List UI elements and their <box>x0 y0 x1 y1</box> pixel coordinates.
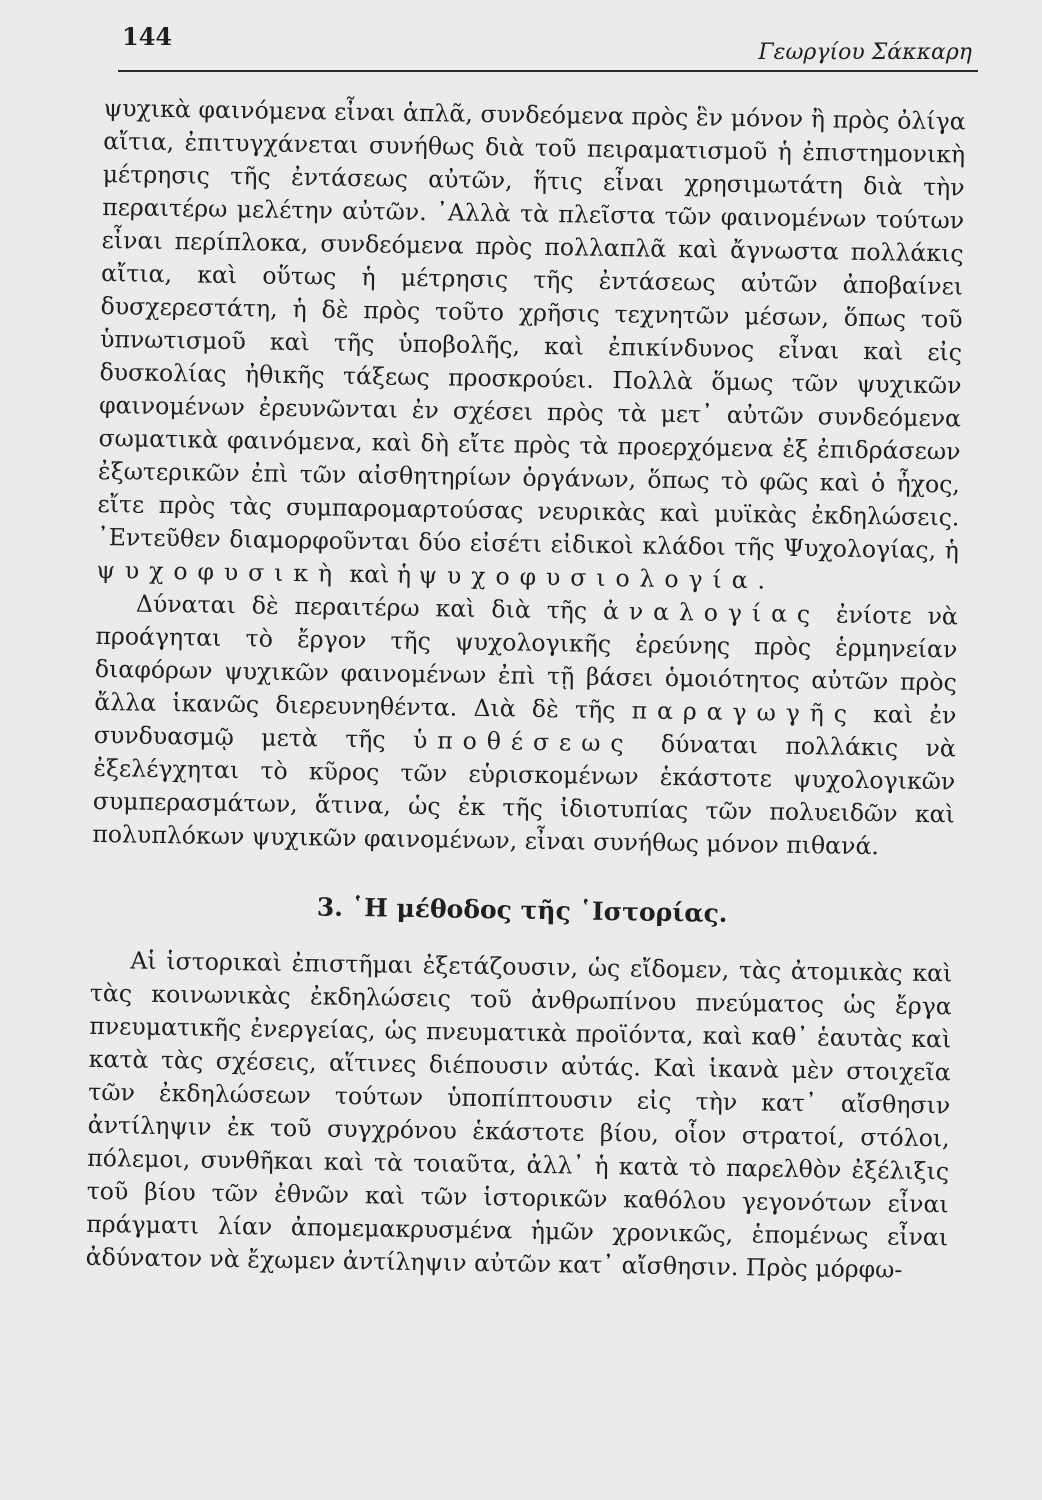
paragraph-1-text: ψυχικὰ φαινόμενα εἶναι ἁπλᾶ, συνδεόμενα πρὸς ἓν μόνον ἢ πρὸς ὀλίγα αἴτια, ἐπιτυγχάνεται συνήθως διὰ τοῦ πειραματισμοῦ ἡ ἐπιστημονικὴ μέτρησις τῆς ἐντάσεως αὐτῶν, ἥτις εἶναι χρησιμωτάτη διὰ τὴν περαιτέρω μελέτην αὐτῶν. ᾿Αλλὰ τὰ πλεῖστα τῶν φαινομένων τούτων εἶναι περίπλοκα, συνδεόμενα πρὸς πολλαπλᾶ καὶ ἄγνωστα πολλάκις αἴτια, καὶ οὕτως ἡ μέτρησις τῆς ἐντάσεως αὐτῶν ἀποβαίνει δυσχερεστάτη, ἡ δὲ πρὸς τοῦτο χρῆσις τεχνητῶν μέσων, ὅπως τοῦ ὑπνωτισμοῦ καὶ τῆς ὑποβολῆς, καὶ ἐπικίνδυνος εἶναι καὶ εἰς δυσκολίας ἠθικῆς τάξεως προσκρούει. Πολλὰ ὅμως τῶν ψυχικῶν φαινομένων ἐρευνῶνται ἐν σχέσει πρὸς τὰ μετ᾿ αὐτῶν συνδεόμενα σωματικὰ φαινόμενα, καὶ δὴ εἴτε πρὸς τὰ προερχόμενα ἐξ ἐπιδράσεων ἐξωτερικῶν ἐπὶ τῶν αἰσθητηρίων ὀργάνων, ὅπως τὸ φῶς καὶ ὁ ἦχος, εἴτε πρὸς τὰς συμπαρομαρτούσας νευρικὰς καὶ μυϊκὰς ἐκδηλώσεις. ᾿Εντεῦθεν διαμορφοῦνται δύο εἰσέτι εἰδικοὶ κλάδοι τῆς Ψυχολογίας, <box>96 93 966 565</box>
paragraph-2-text: ἐνίοτε νὰ προάγηται τὸ ἔργον τῆς ψυχολογικῆς ἐρεύνης πρὸς ἑρμηνείαν διαφόρων ψυχικῶν φαινομένων ἐπὶ τῇ βάσει ὁμοιότητος αὐτῶν πρὸς ἄλλα ἱκανῶς διερευνηθέντα. Διὰ δὲ τῆς <box>94 600 959 725</box>
spaced-term-hypothesis: ὑποθέσεως <box>412 725 634 758</box>
paragraph-2-text: καὶ ἐν συνδυασμῷ μετὰ τῆς <box>93 700 957 754</box>
spaced-term-psychophysics: ψυχοφυσικὴ <box>96 555 343 588</box>
paragraph-2-text: δύναται πολλάκις νὰ ἐξελέγχηται τὸ κῦρος τῶν εὑρισκομένων ἑκάστοτε ψυχολογικῶν συμπερασμάτων, ἅτινα, ὡς ἐκ τῆς ἰδιοτυπίας τῶν πολυειδῶν καὶ πολυπλόκων ψυχικῶν φαινομένων, εἶναι συνήθως μόνον πιθανά. <box>92 729 957 861</box>
running-head: Γεωργίου Σάκκαρη <box>758 40 972 65</box>
paragraph-2-text: Δύναται δὲ περαιτέρω καὶ διὰ τῆς <box>135 589 588 625</box>
conjunction: ἡ <box>944 536 960 565</box>
page-header <box>118 22 978 72</box>
paragraph-2 <box>92 587 958 865</box>
conjunction: καὶ ἡ <box>349 559 412 589</box>
paragraph-1 <box>96 92 966 600</box>
spaced-term-deduction: παραγωγῆς <box>631 696 858 728</box>
body-text <box>85 92 965 1287</box>
section-heading: 3. ῾Η μέθοδος τῆς ῾Ιστορίας. <box>316 892 728 928</box>
page-number: 144 <box>122 22 173 51</box>
paragraph-3: Αἱ ἱστορικαὶ ἐπιστῆμαι ἐξετάζουσιν, ὡς εἴδομεν, τὰς ἀτομικὰς καὶ τὰς κοινωνικὰς ἐκδηλώσεις τοῦ ἀνθρωπίνου πνεύματος ὡς ἔργα πνευματικῆς ἐνεργείας, ὡς πνευματικὰ προϊόντα, καὶ καθ᾿ ἑαυτὰς καὶ κατὰ τὰς σχέσεις, αἵτινες διέπουσιν αὐτάς. Καὶ ἱκανὰ μὲν στοιχεῖα τῶν ἐκδηλώσεων τούτων ὑποπίπτουσιν εἰς τὴν κατ᾿ αἴσθησιν ἀντίληψιν ἐκ τοῦ συγχρόνου ἑκάστοτε βίου, οἷον στρατοί, στόλοι, πόλεμοι, συνθῆκαι καὶ τὰ τοιαῦτα, ἀλλ᾿ ἡ κατὰ τὸ παρελθὸν ἐξέλιξις τοῦ βίου τῶν ἐθνῶν καὶ τῶν ἱστορικῶν καθόλου γεγονότων εἶναι πράγματι λίαν ἀπομεμακρυσμένα ἡμῶν χρονικῶς, ἑπομένως εἶναι ἀδύνατον νὰ ἔχωμεν ἀντίληψιν αὐτῶν κατ᾿ αἴσθησιν. Πρὸς μόρφω- <box>85 946 953 1284</box>
spaced-term-analogy: ἀναλογίας <box>602 596 821 629</box>
spaced-term-psychophysiology: ψυχοφυσιολογία. <box>418 561 776 595</box>
